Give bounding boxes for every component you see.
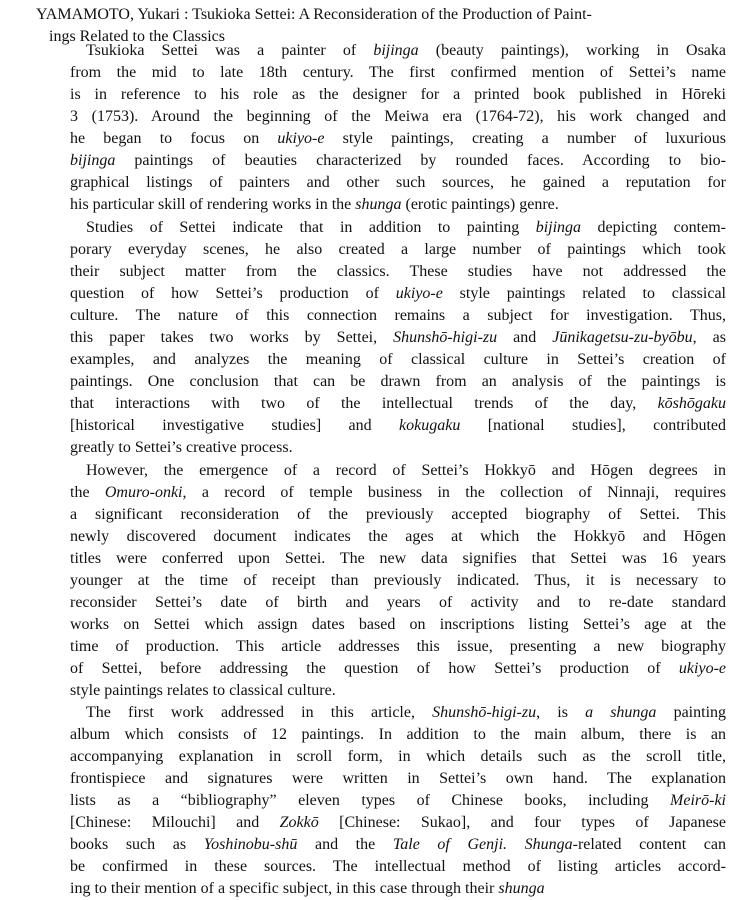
text-run: their subject matter from the classics. These studies have not addressed the [70, 263, 726, 280]
text-line [70, 570, 726, 592]
text-line [70, 790, 726, 812]
text-run: , a record of temple business in the collection of Ninnaji, requires [182, 484, 727, 501]
text-run: style paintings, creating a number of luxurious [324, 130, 727, 147]
text-line [70, 812, 726, 834]
text-line [70, 548, 726, 570]
text-run: porary everyday scenes, he also created a large number of paintings which took [70, 241, 726, 258]
text-run: paintings of beauties characterized by rounded faces. According to bio- [115, 152, 726, 169]
text-line [70, 172, 726, 194]
italic-term: ukiyo-e [395, 285, 443, 302]
text-line [70, 371, 726, 393]
text-line [70, 702, 726, 724]
italic-term: shunga [498, 880, 545, 897]
text-run: [Chinese: Sukao], and four types of Japanese [318, 814, 726, 831]
text-run: The first work addressed in this article, [86, 704, 433, 721]
heading-line-1: YAMAMOTO, Yukari : Tsukioka Settei: A Reconsideration of the Production of Paint- [36, 6, 592, 23]
text-line [70, 84, 726, 106]
text-line [70, 460, 726, 482]
text-run: reconsider Settei’s date of birth and years of activity and to re-date standard [70, 594, 726, 611]
text-line [70, 746, 726, 768]
text-line [70, 239, 726, 261]
text-line [70, 349, 726, 371]
italic-term: kokugaku [399, 417, 461, 434]
text-run: Tsukioka Settei was a painter of [86, 42, 374, 59]
text-run: album which consists of 12 paintings. In addition to the main album, there is an [70, 726, 726, 743]
italic-term: Zokkō [279, 814, 319, 831]
text-run: , is [536, 704, 586, 721]
text-line [70, 658, 726, 680]
text-run: a significant reconsideration of the previously accepted biography of Settei. This [70, 506, 726, 523]
text-line [70, 305, 726, 327]
text-line [70, 106, 726, 128]
italic-term: Jūnikagetsu-zu-byōbu [552, 329, 693, 346]
text-run: -related content can [572, 836, 726, 853]
italic-term: Shunshō-higi-zu [393, 329, 498, 346]
text-line [70, 415, 726, 437]
text-run: this paper takes two works by Settei, [70, 329, 394, 346]
text-run: style paintings relates to classical culture. [70, 682, 336, 699]
text-line [70, 680, 726, 702]
text-line [70, 526, 726, 548]
text-run: frontispiece and signatures were written in Settei’s own hand. The explanation [70, 770, 726, 787]
text-line [70, 40, 726, 62]
text-line [70, 768, 726, 790]
text-run: be confirmed in these sources. The intellectual method of listing articles accord- [70, 858, 726, 875]
text-line [70, 504, 726, 526]
italic-term: kōshōgaku [657, 395, 726, 412]
text-line [70, 636, 726, 658]
text-run: paintings. One conclusion that can be drawn from an analysis of the paintings is [70, 373, 726, 390]
text-run: [national studies], contributed [460, 417, 726, 434]
text-run: (beauty paintings), working in Osaka [418, 42, 726, 59]
text-run: (erotic paintings) genre. [401, 196, 559, 213]
text-run: question of how Settei’s production of [70, 285, 396, 302]
text-run: ing to their mention of a specific subject, in this case through their [70, 880, 499, 897]
text-line [70, 614, 726, 636]
text-run: is in reference to his role as the designer for a printed book published in Hōreki [70, 86, 726, 103]
text-run: books such as [70, 836, 204, 853]
text-run: his particular skill of rendering works in the [70, 196, 356, 213]
text-run: that interactions with two of the intellectual trends of the day, [70, 395, 658, 412]
text-run: newly discovered document indicates the ages at which the Hokkyō and Hōgen [70, 528, 726, 545]
italic-term: ukiyo-e [277, 130, 325, 147]
text-run: However, the emergence of a record of Settei’s Hokkyō and Hōgen degrees in [86, 462, 726, 479]
italic-term: Shunshō-higi-zu [432, 704, 537, 721]
text-line [70, 834, 726, 856]
text-run: [historical investigative studies] and [70, 417, 400, 434]
text-line [70, 128, 726, 150]
text-line [70, 217, 726, 239]
italic-term: Meirō-ki [670, 792, 726, 809]
text-run: , as [692, 329, 726, 346]
italic-term: bijinga [373, 42, 419, 59]
text-run: depicting contem- [581, 219, 727, 236]
italic-term: Yoshinobu-shū [203, 836, 298, 853]
text-line [70, 261, 726, 283]
text-run: 3 (1753). Around the beginning of the Meiwa era (1764-72), his work changed and [70, 108, 726, 125]
text-line [70, 878, 726, 900]
text-line [70, 437, 726, 459]
italic-term: ukiyo-e [678, 660, 726, 677]
italic-term: a shunga [585, 704, 657, 721]
text-run: works on Settei which assign dates based on inscriptions listing Settei’s age at the [70, 616, 726, 633]
text-run: examples, and analyzes the meaning of classical culture in Settei’s creation of [70, 351, 726, 368]
text-run: titles were conferred upon Settei. The new data signifies that Settei was 16 years [70, 550, 726, 567]
text-line [70, 482, 726, 504]
text-run: accompanying explanation in scroll form, in which details such as the scroll title, [70, 748, 726, 765]
text-line [70, 592, 726, 614]
text-run: painting [656, 704, 727, 721]
text-run: he began to focus on [70, 130, 278, 147]
text-run: and the [297, 836, 393, 853]
text-line [70, 283, 726, 305]
text-run: of Settei, before addressing the question of how Settei’s production of [70, 660, 679, 677]
paragraph-3 [70, 460, 726, 702]
heading-line-2: ings Related to the Classics [49, 28, 225, 45]
italic-term: shunga [355, 196, 402, 213]
text-run: graphical listings of painters and other such sources, he gained a reputation for [70, 174, 726, 191]
text-run: the [70, 484, 105, 501]
text-run: from the mid to late 18th century. The first confirmed mention of Settei’s name [70, 64, 726, 81]
text-line [70, 62, 726, 84]
text-run: style paintings related to classical [442, 285, 727, 302]
text-run: [Chinese: Milouchi] and [70, 814, 280, 831]
text-run: and [497, 329, 553, 346]
text-run: greatly to Settei’s creative process. [70, 439, 293, 456]
text-run: younger at the time of receipt than previously indicated. Thus, it is necessary to [70, 572, 726, 589]
italic-term: Tale of Genji. Shunga [392, 836, 573, 853]
text-line [70, 724, 726, 746]
text-line [70, 150, 726, 172]
italic-term: Omuro-onki [104, 484, 183, 501]
paragraph-4 [70, 702, 726, 900]
text-run: culture. The nature of this connection remains a subject for investigation. Thus, [70, 307, 726, 324]
italic-term: bijinga [535, 219, 582, 236]
paragraph-2 [70, 217, 726, 459]
text-line [70, 393, 726, 415]
text-line [70, 327, 726, 349]
text-run: Studies of Settei indicate that in addition to painting [86, 219, 536, 236]
text-run: time of production. This article addresses this issue, presenting a new biography [70, 638, 726, 655]
text-line [70, 194, 726, 216]
paragraph-1 [70, 40, 726, 216]
text-line [70, 856, 726, 878]
italic-term: bijinga [70, 152, 116, 169]
text-run: lists as a “bibliography” eleven types of Chinese books, including [70, 792, 671, 809]
